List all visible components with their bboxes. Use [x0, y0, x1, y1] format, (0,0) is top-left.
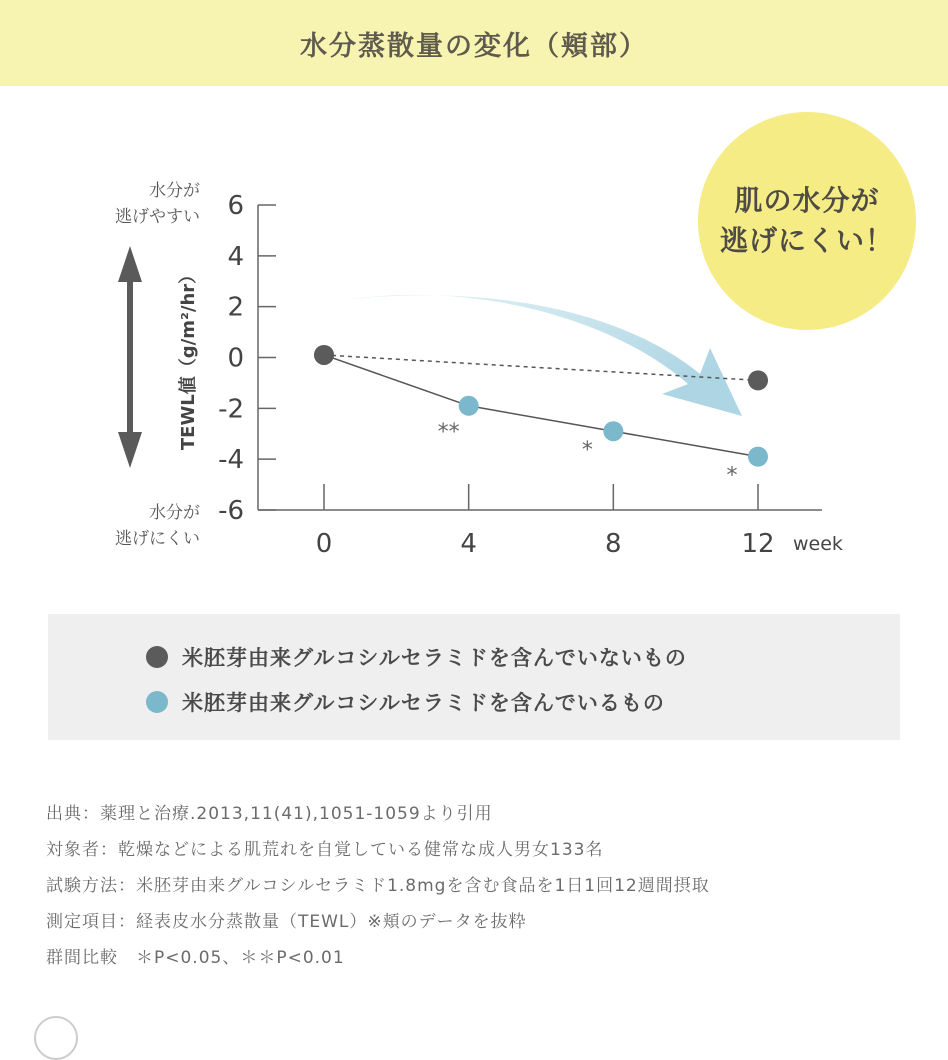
- legend-dot-dark-icon: [146, 646, 168, 668]
- chart-title: 水分蒸散量の変化（頬部）: [300, 30, 648, 62]
- data-point-ceramide: [748, 447, 768, 467]
- callout-line2: 逃げにくい！: [719, 224, 894, 257]
- y-tick-label: 6: [227, 191, 244, 221]
- significance-label: *: [581, 438, 593, 463]
- significance-label: **: [437, 420, 460, 446]
- legend: [48, 614, 900, 740]
- title-banner: [0, 0, 948, 86]
- x-tick-label: 0: [315, 529, 333, 559]
- legend-item-control: [146, 642, 687, 672]
- legend-item-ceramide: [146, 687, 665, 717]
- trend-arrow-icon: [345, 295, 742, 416]
- significance-label: *: [726, 463, 738, 489]
- data-point-ceramide: [459, 396, 479, 416]
- vertical-double-arrow: [118, 246, 142, 468]
- data-point-control: [748, 370, 768, 390]
- y-direction-top-line2: 逃げやすい: [115, 207, 200, 227]
- note-measure: 測定項目：経表皮水分蒸散量（TEWL）※頬のデータを抜粋: [46, 912, 527, 932]
- y-tick-label: 4: [227, 241, 244, 272]
- decorative-circle: [34, 1016, 78, 1060]
- callout-line1: 肌の水分が: [734, 184, 880, 217]
- y-tick-label: -6: [218, 496, 244, 526]
- y-axis-title: TEWL値（g/m²/hr）: [178, 265, 199, 451]
- note-subjects: 対象者：乾燥などによる肌荒れを自覚している健常な成人男女133名: [46, 840, 604, 860]
- legend-dot-blue-icon: [146, 691, 168, 713]
- y-tick-label: 2: [227, 292, 244, 323]
- data-point-ceramide: [603, 421, 623, 441]
- note-method: 試験方法：米胚芽由来グルコシルセラミド1.8mgを含む食品を1日1回12週間摂取: [46, 876, 710, 896]
- x-unit-label: week: [793, 533, 843, 555]
- y-direction-bottom-line2: 逃げにくい: [115, 529, 200, 549]
- data-point-control: [314, 345, 334, 365]
- x-tick-label: 4: [460, 529, 477, 559]
- y-direction-top-line1: 水分が: [149, 181, 200, 201]
- callout-badge: [698, 112, 916, 330]
- x-tick-label: 12: [741, 529, 775, 559]
- y-tick-label: -2: [218, 394, 244, 425]
- x-tick-label: 8: [605, 529, 622, 559]
- legend-label-ceramide: 米胚芽由来グルコシルセラミドを含んでいるもの: [182, 691, 665, 715]
- note-comparison: 群間比較 ＊P<0.05、＊＊P<0.01: [46, 948, 345, 968]
- note-source: 出典：薬理と治療.2013,11(41),1051-1059より引用: [46, 804, 493, 824]
- legend-label-control: 米胚芽由来グルコシルセラミドを含んでいないもの: [182, 646, 687, 670]
- study-notes: [46, 796, 906, 976]
- y-tick-label: 0: [227, 343, 244, 374]
- series-line-control: [324, 355, 758, 380]
- y-direction-bottom-line1: 水分が: [149, 503, 200, 523]
- y-tick-label: -4: [218, 445, 244, 476]
